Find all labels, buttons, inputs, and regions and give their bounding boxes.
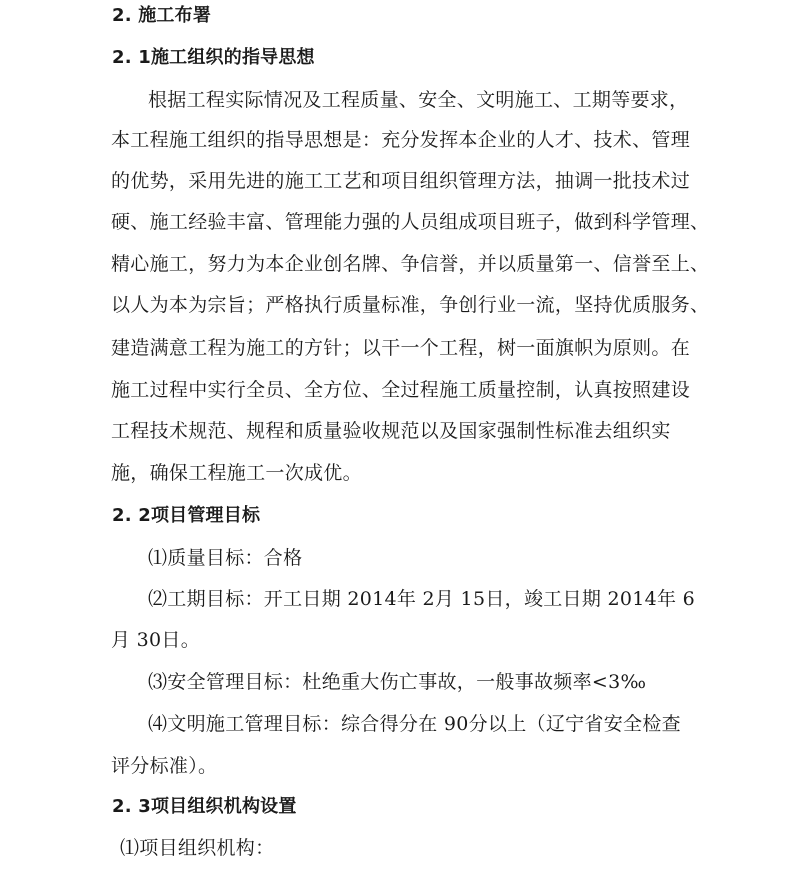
org-item: ⑴项目组织机构： [120, 837, 275, 859]
paragraph-line: 的优势，采用先进的施工工艺和项目组织管理方法，抽调一批技术过 [111, 170, 691, 192]
paragraph-line: 建造满意工程为施工的方针；以干一个工程，树一面旗帜为原则。在 [111, 337, 691, 359]
subsection-heading-2-3: 2. 3项目组织机构设置 [112, 796, 297, 817]
paragraph-line: 根据工程实际情况及工程质量、安全、文明施工、工期等要求， [148, 89, 689, 111]
goal-item-civilized-cont: 评分标准）。 [111, 755, 218, 777]
paragraph-line: 精心施工，努力为本企业创名牌、争信誉，并以质量第一、信誉至上、 [111, 253, 710, 275]
goal-item-schedule: ⑵工期目标：开工日期 2014年 2月 15日，竣工日期 2014年 6 [148, 588, 696, 610]
section-heading: 2. 施工布署 [112, 5, 212, 26]
paragraph-line: 施工过程中实行全员、全方位、全过程施工质量控制，认真按照建设 [111, 379, 691, 401]
paragraph-line: 本工程施工组织的指导思想是：充分发挥本企业的人才、技术、管理 [111, 129, 691, 151]
paragraph-line: 以人为本为宗旨；严格执行质量标准，争创行业一流，坚持优质服务、 [111, 294, 710, 316]
goal-item-safety: ⑶安全管理目标：杜绝重大伤亡事故，一般事故频率<3‰ [148, 671, 647, 693]
goal-item-schedule-cont: 月 30日。 [111, 629, 201, 651]
paragraph-line: 施，确保工程施工一次成优。 [111, 462, 362, 484]
paragraph-line: 硬、施工经验丰富、管理能力强的人员组成项目班子，做到科学管理、 [111, 211, 710, 233]
subsection-heading-2-2: 2. 2项目管理目标 [112, 505, 261, 526]
subsection-heading-2-1: 2. 1施工组织的指导思想 [112, 47, 315, 68]
goal-item-civilized: ⑷文明施工管理目标：综合得分在 90分以上（辽宁省安全检查 [148, 713, 681, 735]
paragraph-line: 工程技术规范、规程和质量验收规范以及国家强制性标准去组织实 [111, 420, 671, 442]
goal-item-quality: ⑴质量目标：合格 [148, 547, 303, 569]
